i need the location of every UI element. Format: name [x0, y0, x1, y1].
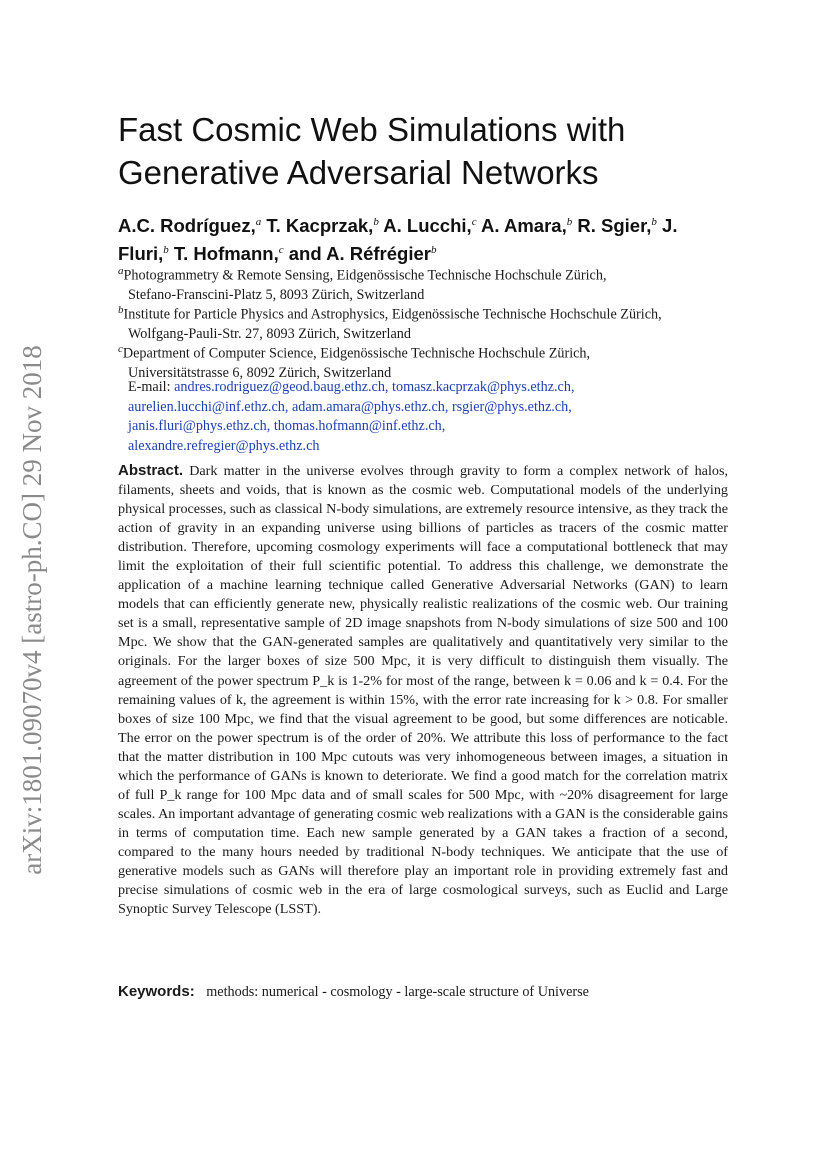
author-list	[118, 210, 718, 266]
email-block	[128, 378, 748, 456]
abstract-text: Dark matter in the universe evolves through gravity to form a complex network of halos, filaments, sheets and voids, that is known as the cosmic web. Computational models of the underlying physical processes, such as classical N-body simulations, are extremely resource intensive, as they track the action of gravity in an expanding universe using billions of particles as tracers of the cosmic matter distribution. Therefore, upcoming cosmology experiments will face a computational bottleneck that may limit the exploitation of their full scientific potential. To address this challenge, we demonstrate the application of a machine learning technique called Generative Adversarial Networks (GAN) to learn models that can efficiently generate new, physically realistic realizations of the cosmic web. Our training set is a small, representative sample of 2D image snapshots from N-body simulations of size 500 and 100 Mpc. We show that the GAN-generated samples are qualitatively and quantitatively very similar to the originals. For the larger boxes of size 500 Mpc, it is very difficult to distinguish them visually. The agreement of the power spectrum P_k is 1-2% for most of the range, between k = 0.06 and k = 0.4. For the remaining values of k, the agreement is within 15%, with the error rate increasing for k > 0.8. For smaller boxes of size 100 Mpc, we find that the visual agreement to be good, but some differences are noticable. The error on the power spectrum is of the order of 20%. We attribute this loss of performance to the fact that the matter distribution in 100 Mpc cutouts was very inhomogeneous between images, a situation in which the performance of GANs is known to deteriorate. We find a good match for the correlation matrix of full P_k range for 100 Mpc data and of small scales for 500 Mpc, with ~20% disagreement for large scales. An important advantage of generating cosmic web realizations with a GAN is the considerable gains in terms of computation time. Each new sample generated by a GAN takes a fraction of a second, compared to the many hours needed by traditional N-body techniques. We anticipate that the use of generative models such as GANs will therefore play an important role in providing extremely fast and precise simulations of cosmic web in the era of large cosmological surveys, such as Euclid and Large Synoptic Survey Telescope (LSST).	[118, 463, 728, 918]
paper-title	[118, 108, 778, 194]
affiliation-line: Department of Computer Science, Eidgenössische Technische Hochschule Zürich,	[122, 345, 591, 362]
email-link[interactable]: janis.fluri@phys.ethz.ch,	[128, 418, 271, 434]
author-affiliation-mark: b	[373, 216, 379, 228]
email-label: E-mail:	[128, 379, 171, 395]
keywords-label: Keywords:	[118, 983, 195, 1000]
author-affiliation-mark: a	[255, 216, 262, 228]
author-affiliation-mark: b	[163, 244, 169, 257]
affiliation-mark: a	[118, 265, 124, 277]
email-link[interactable]: alexandre.refregier@phys.ethz.ch	[128, 437, 320, 454]
author-affiliation-mark: c	[278, 244, 284, 257]
affiliation-line: Photogrammetry & Remote Sensing, Eidgenössische Technische Hochschule Zürich,	[123, 267, 607, 284]
abstract-label: Abstract.	[118, 462, 184, 479]
affiliation-mark: b	[118, 304, 124, 316]
author-name: T. Hofmann,	[173, 243, 279, 265]
author-name: R. Sgier,	[577, 215, 652, 237]
author-name: A. Amara,	[481, 215, 567, 237]
author-name: J. Fluri,	[118, 215, 678, 265]
affiliation-line: Institute for Particle Physics and Astrophysics, Eidgenössische Technische Hochschule Zürich,	[123, 306, 662, 323]
author-name: T. Kacprzak,	[266, 215, 374, 237]
author-affiliation-mark: b	[651, 216, 657, 228]
email-link[interactable]: aurelien.lucchi@inf.ethz.ch,	[128, 398, 289, 415]
author-name: and A. Réfrégier	[288, 243, 431, 265]
email-link[interactable]: tomasz.kacprzak@phys.ethz.ch,	[392, 379, 575, 395]
keywords	[118, 982, 728, 1002]
affiliation-mark: c	[118, 343, 123, 355]
author-name: A.C. Rodríguez,	[118, 215, 256, 237]
affiliation-address: Wolfgang-Pauli-Str. 27, 8093 Zürich, Switzerland	[128, 326, 411, 343]
author-name: A. Lucchi,	[383, 215, 472, 237]
title-line-1: Fast Cosmic Web Simulations with	[118, 111, 626, 148]
author-affiliation-mark: b	[430, 244, 437, 257]
affiliation-address: Stefano-Franscini-Platz 5, 8093 Zürich, Switzerland	[128, 287, 425, 304]
email-link[interactable]: adam.amara@phys.ethz.ch,	[291, 398, 449, 415]
author-affiliation-mark: b	[566, 216, 573, 228]
affiliation-address: Universitätstrasse 6, 8092 Zürich, Switzerland	[128, 365, 392, 382]
keywords-text: methods: numerical - cosmology - large-scale structure of Universe	[206, 984, 589, 1000]
email-link[interactable]: thomas.hofmann@inf.ethz.ch,	[273, 418, 446, 434]
affiliation-b	[118, 301, 758, 345]
email-link[interactable]: rsgier@phys.ethz.ch,	[451, 398, 572, 415]
arxiv-identifier: arXiv:1801.09070v4 [astro-ph.CO] 29 Nov 2018	[17, 345, 47, 875]
title-line-2: Generative Adversarial Networks	[118, 154, 599, 191]
abstract	[118, 461, 728, 919]
affiliation-a	[118, 262, 758, 306]
email-link[interactable]: andres.rodriguez@geod.baug.ethz.ch,	[174, 379, 389, 395]
author-affiliation-mark: c	[471, 216, 477, 228]
